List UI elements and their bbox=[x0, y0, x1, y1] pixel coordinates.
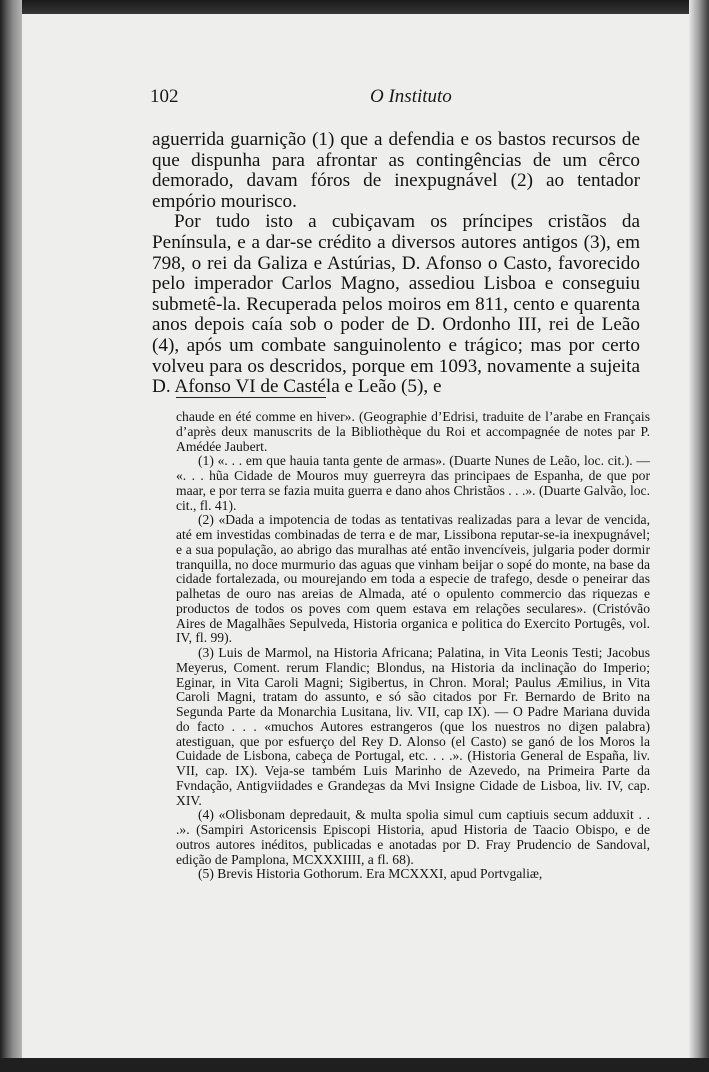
footnote-3: (3) Luis de Marmol, na Historia Africana; Palatina, in Vita Leonis Testi; Jacobus Meyerus, Coment. rerum Flandic; Blondus, na Historia da inclinação do Imperio; Eginar, in Vita Caroli Magni; Sigibertus, in Chron. Moral; Paulus Æmilius, in Vita Caroli Magni, tratam do assunto, e só são citados por Fr. Bernardo de Brito na Segunda Parte da Monarchia Lusitana, liv. VII, cap IX). — O Padre Mariana duvida do facto . . . «muchos Autores estrangeros (que los nuestros no diƺen palabra) atestiguan, que por esfuerço del Rey D. Alonso (el Casto) se ganó de los Moros la Cuidade de Lisbona, cabeça de Portugal, etc. . . .». (Historia General de España, liv. VII, cap. IX). Veja-se também Luis Marinho de Azevedo, na Primeira Parte da Fvndação, Antigviidades e Grandeƺas da Mvi Insigne Cidade de Lisboa, liv. IV, cap. XIV. bbox=[176, 645, 650, 808]
scan-bottom-edge bbox=[0, 1058, 709, 1072]
footnote-divider bbox=[176, 397, 326, 398]
footnote-4: (4) «Olisbonam depredauit, & multa spolia simul cum captiuis secum adduxit . . .». (Sampiri Astoricensis Episcopi Historia, apud Historia de Taacio Obispo, e de outros autores inéditos, publicadas e anotadas por D. Fray Prudencio de Sandoval, edição de Pamplona, MCXXXIIII, a fl. 68). bbox=[176, 807, 650, 867]
page-header bbox=[150, 86, 630, 110]
page-number: 102 bbox=[150, 86, 179, 107]
footnote-5: (5) Brevis Historia Gothorum. Era MCXXXI, apud Portvgaliæ, bbox=[198, 866, 543, 882]
body-paragraph: aguerrida guarnição (1) que a defendia e os bastos recursos de que dispunha para afrontar as contingências de um cêrco demorado, davam fóros de inexpugnável (2) ao tentador empório mourisco. bbox=[152, 129, 640, 212]
running-head: O Instituto bbox=[370, 86, 452, 107]
scan-left-gutter bbox=[0, 0, 22, 1072]
footnote-continuation: chaude en été comme en hiver». (Geographie d’Edrisi, traduite de l’arabe en Français d’après deux manuscrits de la Bibliothèque du Roi et accompagnée de notes par P. Amédée Jaubert. bbox=[176, 409, 650, 454]
body-paragraph: Por tudo isto a cubiçavam os príncipes cristãos da Península, e a dar-se crédito a diversos autores antigos (3), em 798, o rei da Galiza e Astúrias, D. Afonso o Casto, favorecido pelo imperador Carlos Magno, assediou Lisboa e conseguiu submetê-la. Recuperada pelos moiros em 811, cento e quarenta anos depois caía sob o poder de D. Ordonho III, rei de Leão (4), após um combate sanguinolento e trágico; mas por certo volveu para os descridos, porque em 1093, novamente a sujeita D. Afonso VI de Castéla e Leão (5), e bbox=[152, 211, 640, 398]
main-text bbox=[152, 130, 640, 398]
footnotes bbox=[176, 410, 650, 882]
footnote-2: (2) «Dada a impotencia de todas as tentativas realizadas para a levar de vencida, até em investidas combinadas de terra e de mar, Lissibona reputar-se-ia inexpugnável; e a sua população, ao abrigo das muralhas até então invencíveis, julgaria poder dormir tranquilla, no doce murmurio das aguas que vinham beijar o sopé do monte, na base da cidade fortalezada, ou mourejando em toda a especie de trafego, desde o peneirar das palhetas de ouro nas areias de Almada, até o opulento commercio das riquezas e productos de todos os poves com quem estava em relações seculares». (Cristóvão Aires de Magalhães Sepulveda, Historia organica e politica do Exercito Portugês, vol. IV, fl. 99). bbox=[176, 512, 650, 646]
scan-right-edge bbox=[689, 0, 709, 1072]
footnote-1: (1) «. . . em que hauia tanta gente de armas». (Duarte Nunes de Leão, loc. cit.). — «. . . hũa Cidade de Mouros muy guerreyra das principaes de Espanha, de que por maar, e por terra se fazia muita guerra e dano ahos Christãos . . .». (Duarte Galvão, loc. cit., fl. 41). bbox=[176, 453, 650, 513]
